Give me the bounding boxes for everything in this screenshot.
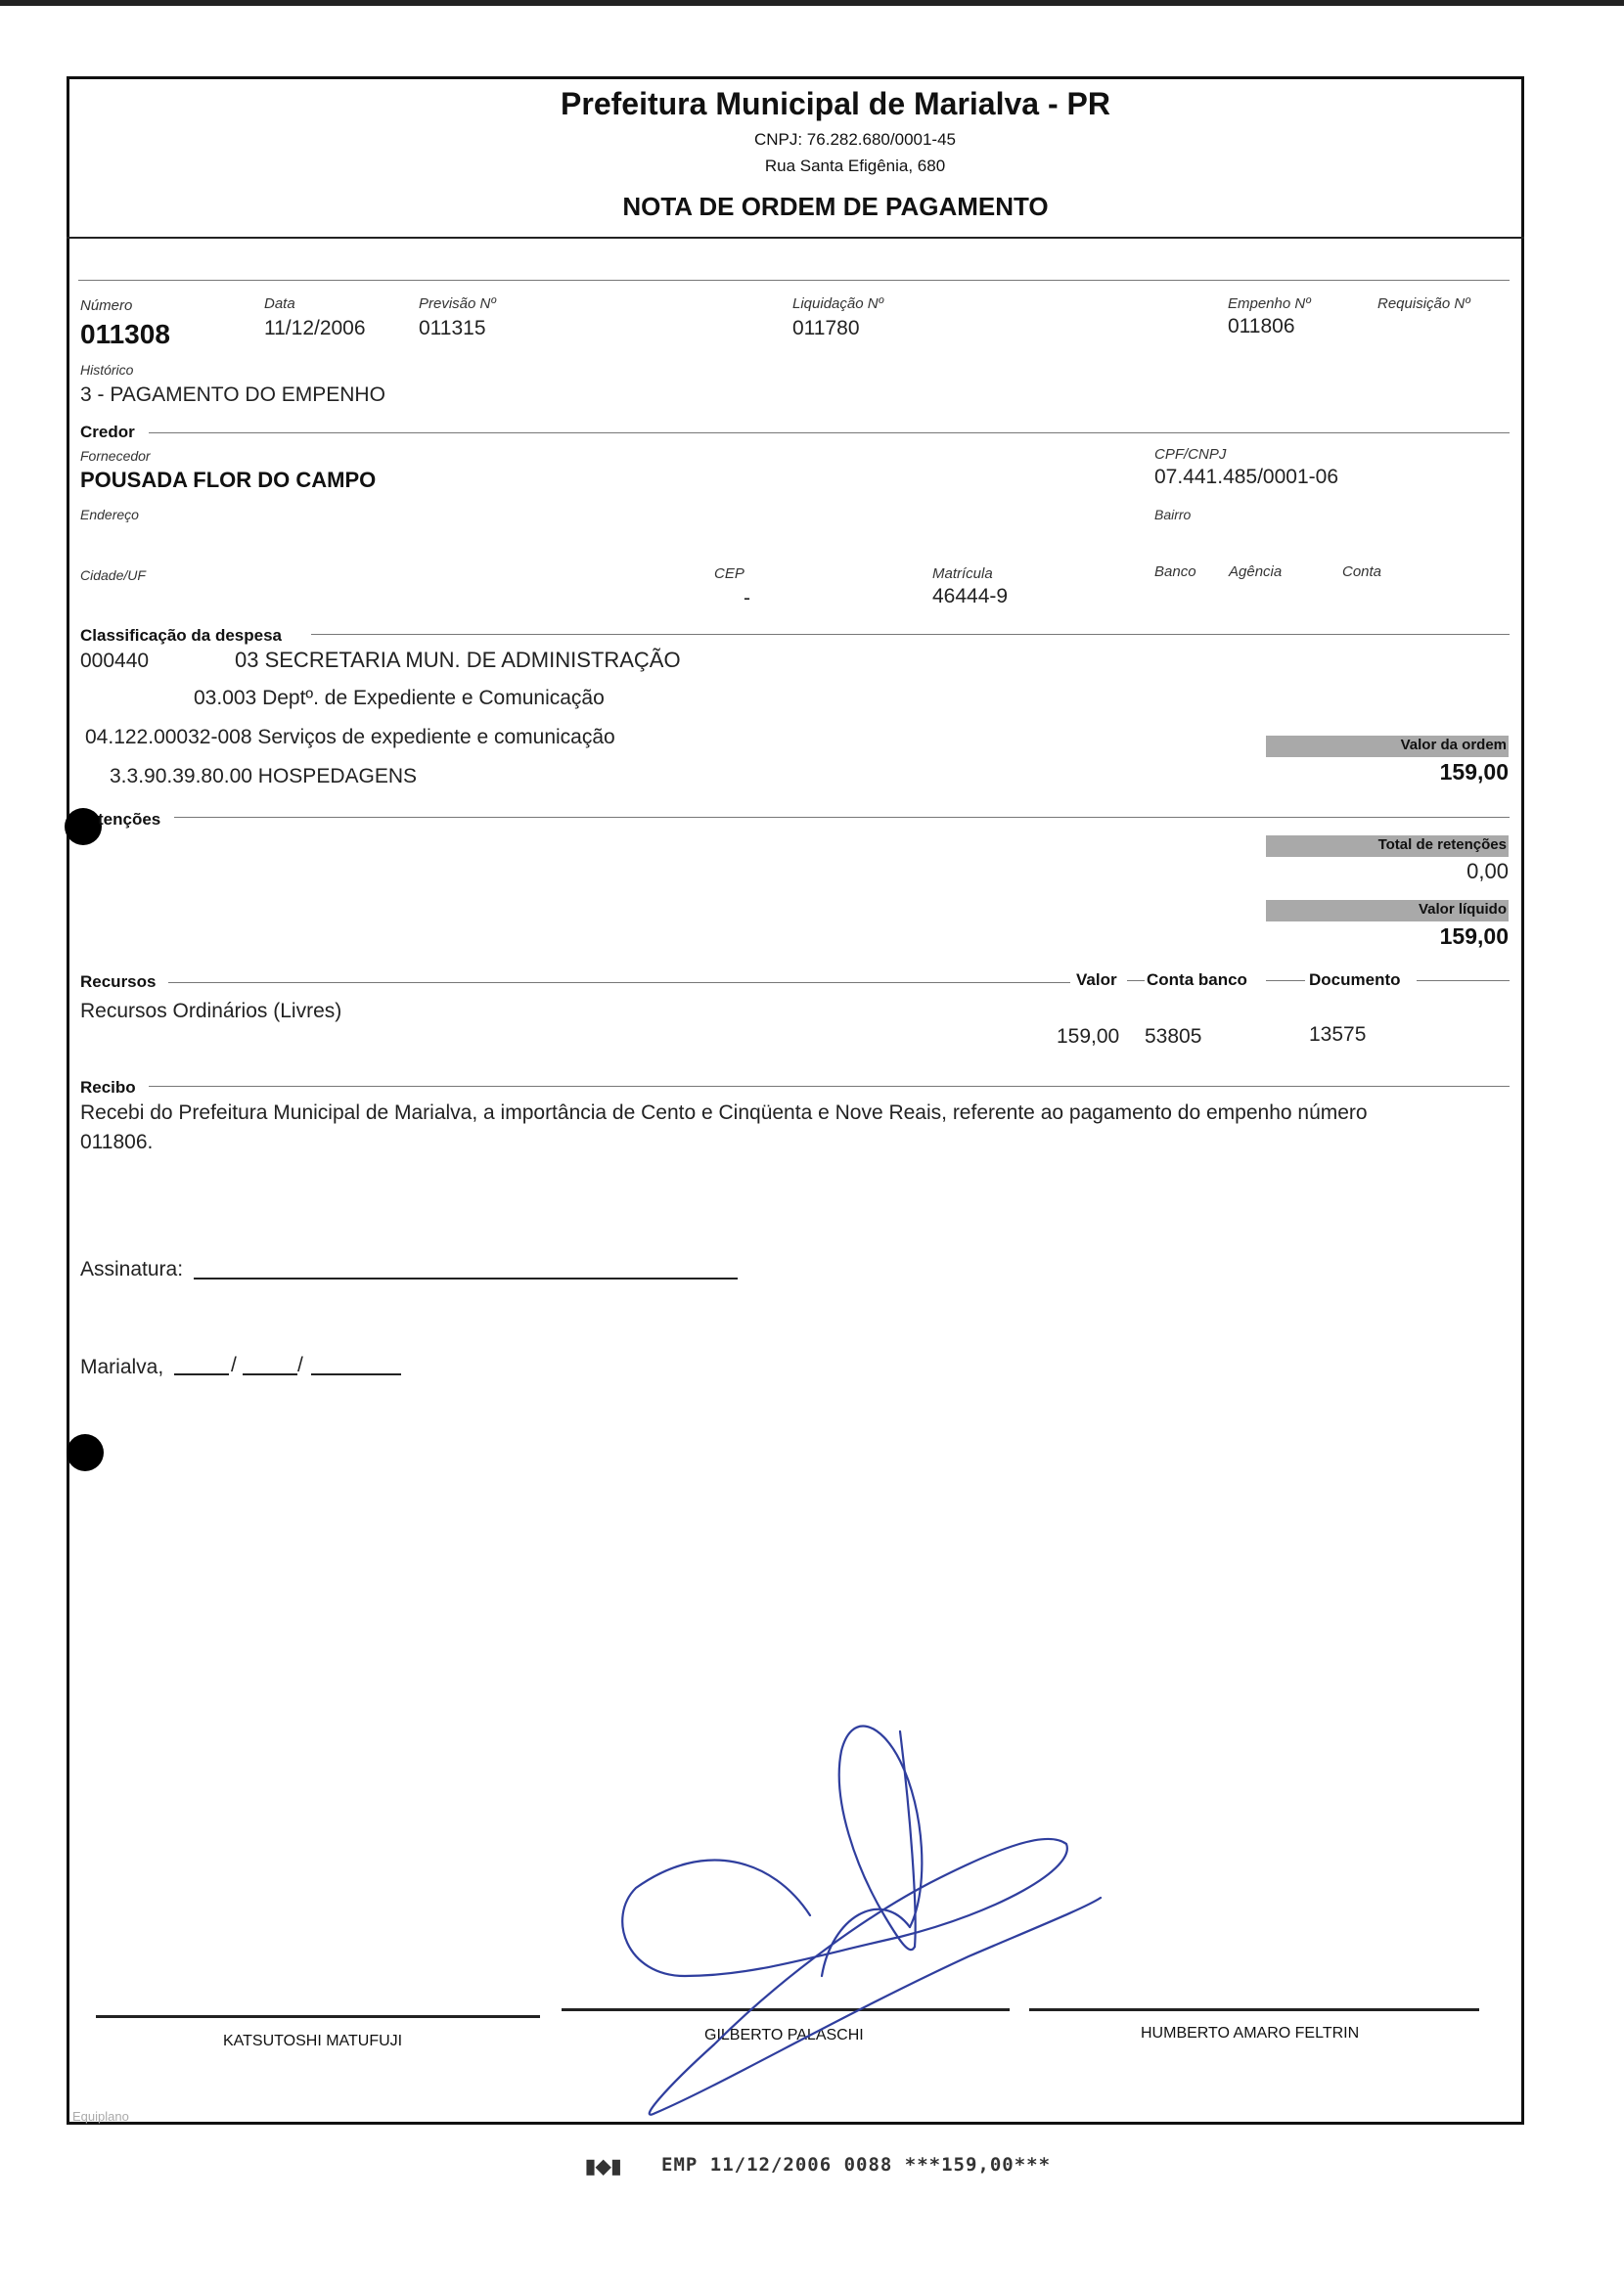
recursos-rule-3 [1266, 980, 1305, 981]
data-label: Data [264, 295, 295, 312]
recurso-item: Recursos Ordinários (Livres) [80, 1000, 342, 1022]
handwritten-signature [587, 1692, 1135, 2133]
data-value: 11/12/2006 [264, 317, 366, 339]
document-title: NOTA DE ORDEM DE PAGAMENTO [622, 192, 1049, 221]
date-place-label: Marialva, [80, 1356, 164, 1378]
historico-value: 3 - PAGAMENTO DO EMPENHO [80, 383, 385, 406]
valor-liquido-bar [1266, 900, 1509, 921]
signature-line-1 [96, 2015, 540, 2018]
address-text: Rua Santa Efigênia, 680 [764, 157, 946, 175]
bairro-label: Bairro [1154, 507, 1192, 522]
valor-liquido-value: 159,00 [1439, 923, 1509, 949]
previsao-value: 011315 [419, 317, 486, 339]
unidade-line: 03.003 Deptº. de Expediente e Comunicação [194, 687, 605, 709]
total-retencoes-bar [1266, 835, 1509, 857]
empenho-label: Empenho Nº [1228, 295, 1311, 312]
cpf-label: CPF/CNPJ [1154, 446, 1227, 463]
recursos-valor-label: Valor [1076, 970, 1117, 989]
top-rule [78, 280, 1510, 281]
matricula-label: Matrícula [932, 565, 993, 582]
cep-value: - [744, 587, 750, 609]
signatory-1: KATSUTOSHI MATUFUJI [223, 2033, 403, 2049]
elemento-line: 3.3.90.39.80.00 HOSPEDAGENS [110, 765, 418, 787]
cidade-label: Cidade/UF [80, 567, 146, 583]
recurso-conta: 53805 [1145, 1025, 1202, 1048]
credor-rule [149, 432, 1510, 433]
date-year-line[interactable] [311, 1373, 401, 1375]
recursos-rule-4 [1417, 980, 1510, 981]
assinatura-label: Assinatura: [80, 1258, 184, 1280]
fornecedor-label: Fornecedor [80, 448, 151, 464]
agencia-label: Agência [1229, 563, 1283, 580]
valor-ordem-value: 159,00 [1439, 759, 1509, 785]
punch-hole-2 [67, 1434, 104, 1471]
recursos-rule-2 [1127, 980, 1145, 981]
orgao-line: 03 SECRETARIA MUN. DE ADMINISTRAÇÃO [235, 648, 681, 672]
classificacao-section-title: Classificação da despesa [80, 626, 283, 645]
cep-label: CEP [714, 565, 744, 582]
cpf-value: 07.441.485/0001-06 [1154, 466, 1339, 488]
previsao-label: Previsão Nº [419, 295, 496, 312]
total-retencoes-label: Total de retenções [1377, 836, 1507, 853]
recibo-rule [149, 1086, 1510, 1087]
valor-ordem-bar [1266, 736, 1509, 757]
recurso-documento: 13575 [1309, 1023, 1367, 1046]
signatory-2: GILBERTO PALASCHI [704, 2027, 864, 2043]
assinatura-line[interactable] [194, 1278, 738, 1280]
recibo-text-line2: 011806. [80, 1131, 154, 1153]
brand-text: Equiplano [72, 2109, 129, 2124]
matricula-value: 46444-9 [932, 585, 1009, 607]
recibo-section-title: Recibo [80, 1078, 136, 1097]
liquidacao-label: Liquidação Nº [792, 295, 884, 312]
liquidacao-value: 011780 [792, 317, 860, 339]
stamp-icon: ▮◆▮ [585, 2156, 622, 2178]
numero-label: Número [80, 297, 133, 314]
date-day-line[interactable] [174, 1373, 229, 1375]
valor-ordem-label: Valor da ordem [1400, 737, 1507, 753]
recursos-section-title: Recursos [80, 972, 157, 991]
conta-banco-label: Conta banco [1147, 970, 1247, 989]
empenho-value: 011806 [1228, 315, 1295, 337]
date-sep-1: / [231, 1354, 237, 1376]
retencoes-section-title: tenções [98, 810, 161, 829]
historico-label: Histórico [80, 362, 134, 378]
recurso-valor: 159,00 [1057, 1025, 1120, 1048]
documento-label: Documento [1309, 970, 1401, 989]
punch-hole [65, 808, 102, 845]
retencoes-rule [174, 817, 1510, 818]
date-month-line[interactable] [243, 1373, 297, 1375]
cnpj-text: CNPJ: 76.282.680/0001-45 [753, 130, 957, 149]
recibo-text-line1: Recebi do Prefeitura Municipal de Marialva, a importância de Cento e Cinqüenta e Nove Reais, referente ao pagamento do empenho número [80, 1101, 1368, 1124]
total-retencoes-value: 0,00 [1466, 859, 1509, 883]
classificacao-code: 000440 [80, 650, 150, 672]
scan-edge [0, 0, 1624, 6]
header-divider [67, 237, 1524, 239]
municipality-title: Prefeitura Municipal de Marialva - PR [561, 86, 1110, 121]
date-sep-2: / [297, 1354, 303, 1376]
payment-stamp: EMP 11/12/2006 0088 ***159,00*** [661, 2154, 1052, 2176]
credor-section-title: Credor [80, 423, 135, 441]
numero-value: 011308 [80, 319, 170, 349]
fornecedor-value: POUSADA FLOR DO CAMPO [80, 468, 377, 492]
signatory-3: HUMBERTO AMARO FELTRIN [1141, 2025, 1360, 2042]
endereco-label: Endereço [80, 507, 139, 522]
recursos-rule [168, 982, 1070, 983]
classificacao-rule [311, 634, 1510, 635]
valor-liquido-label: Valor líquido [1418, 901, 1507, 918]
banco-label: Banco [1154, 563, 1196, 580]
funcional-line: 04.122.00032-008 Serviços de expediente e comunicação [85, 726, 615, 748]
conta-label: Conta [1342, 563, 1382, 580]
requisicao-label: Requisição Nº [1377, 295, 1470, 312]
